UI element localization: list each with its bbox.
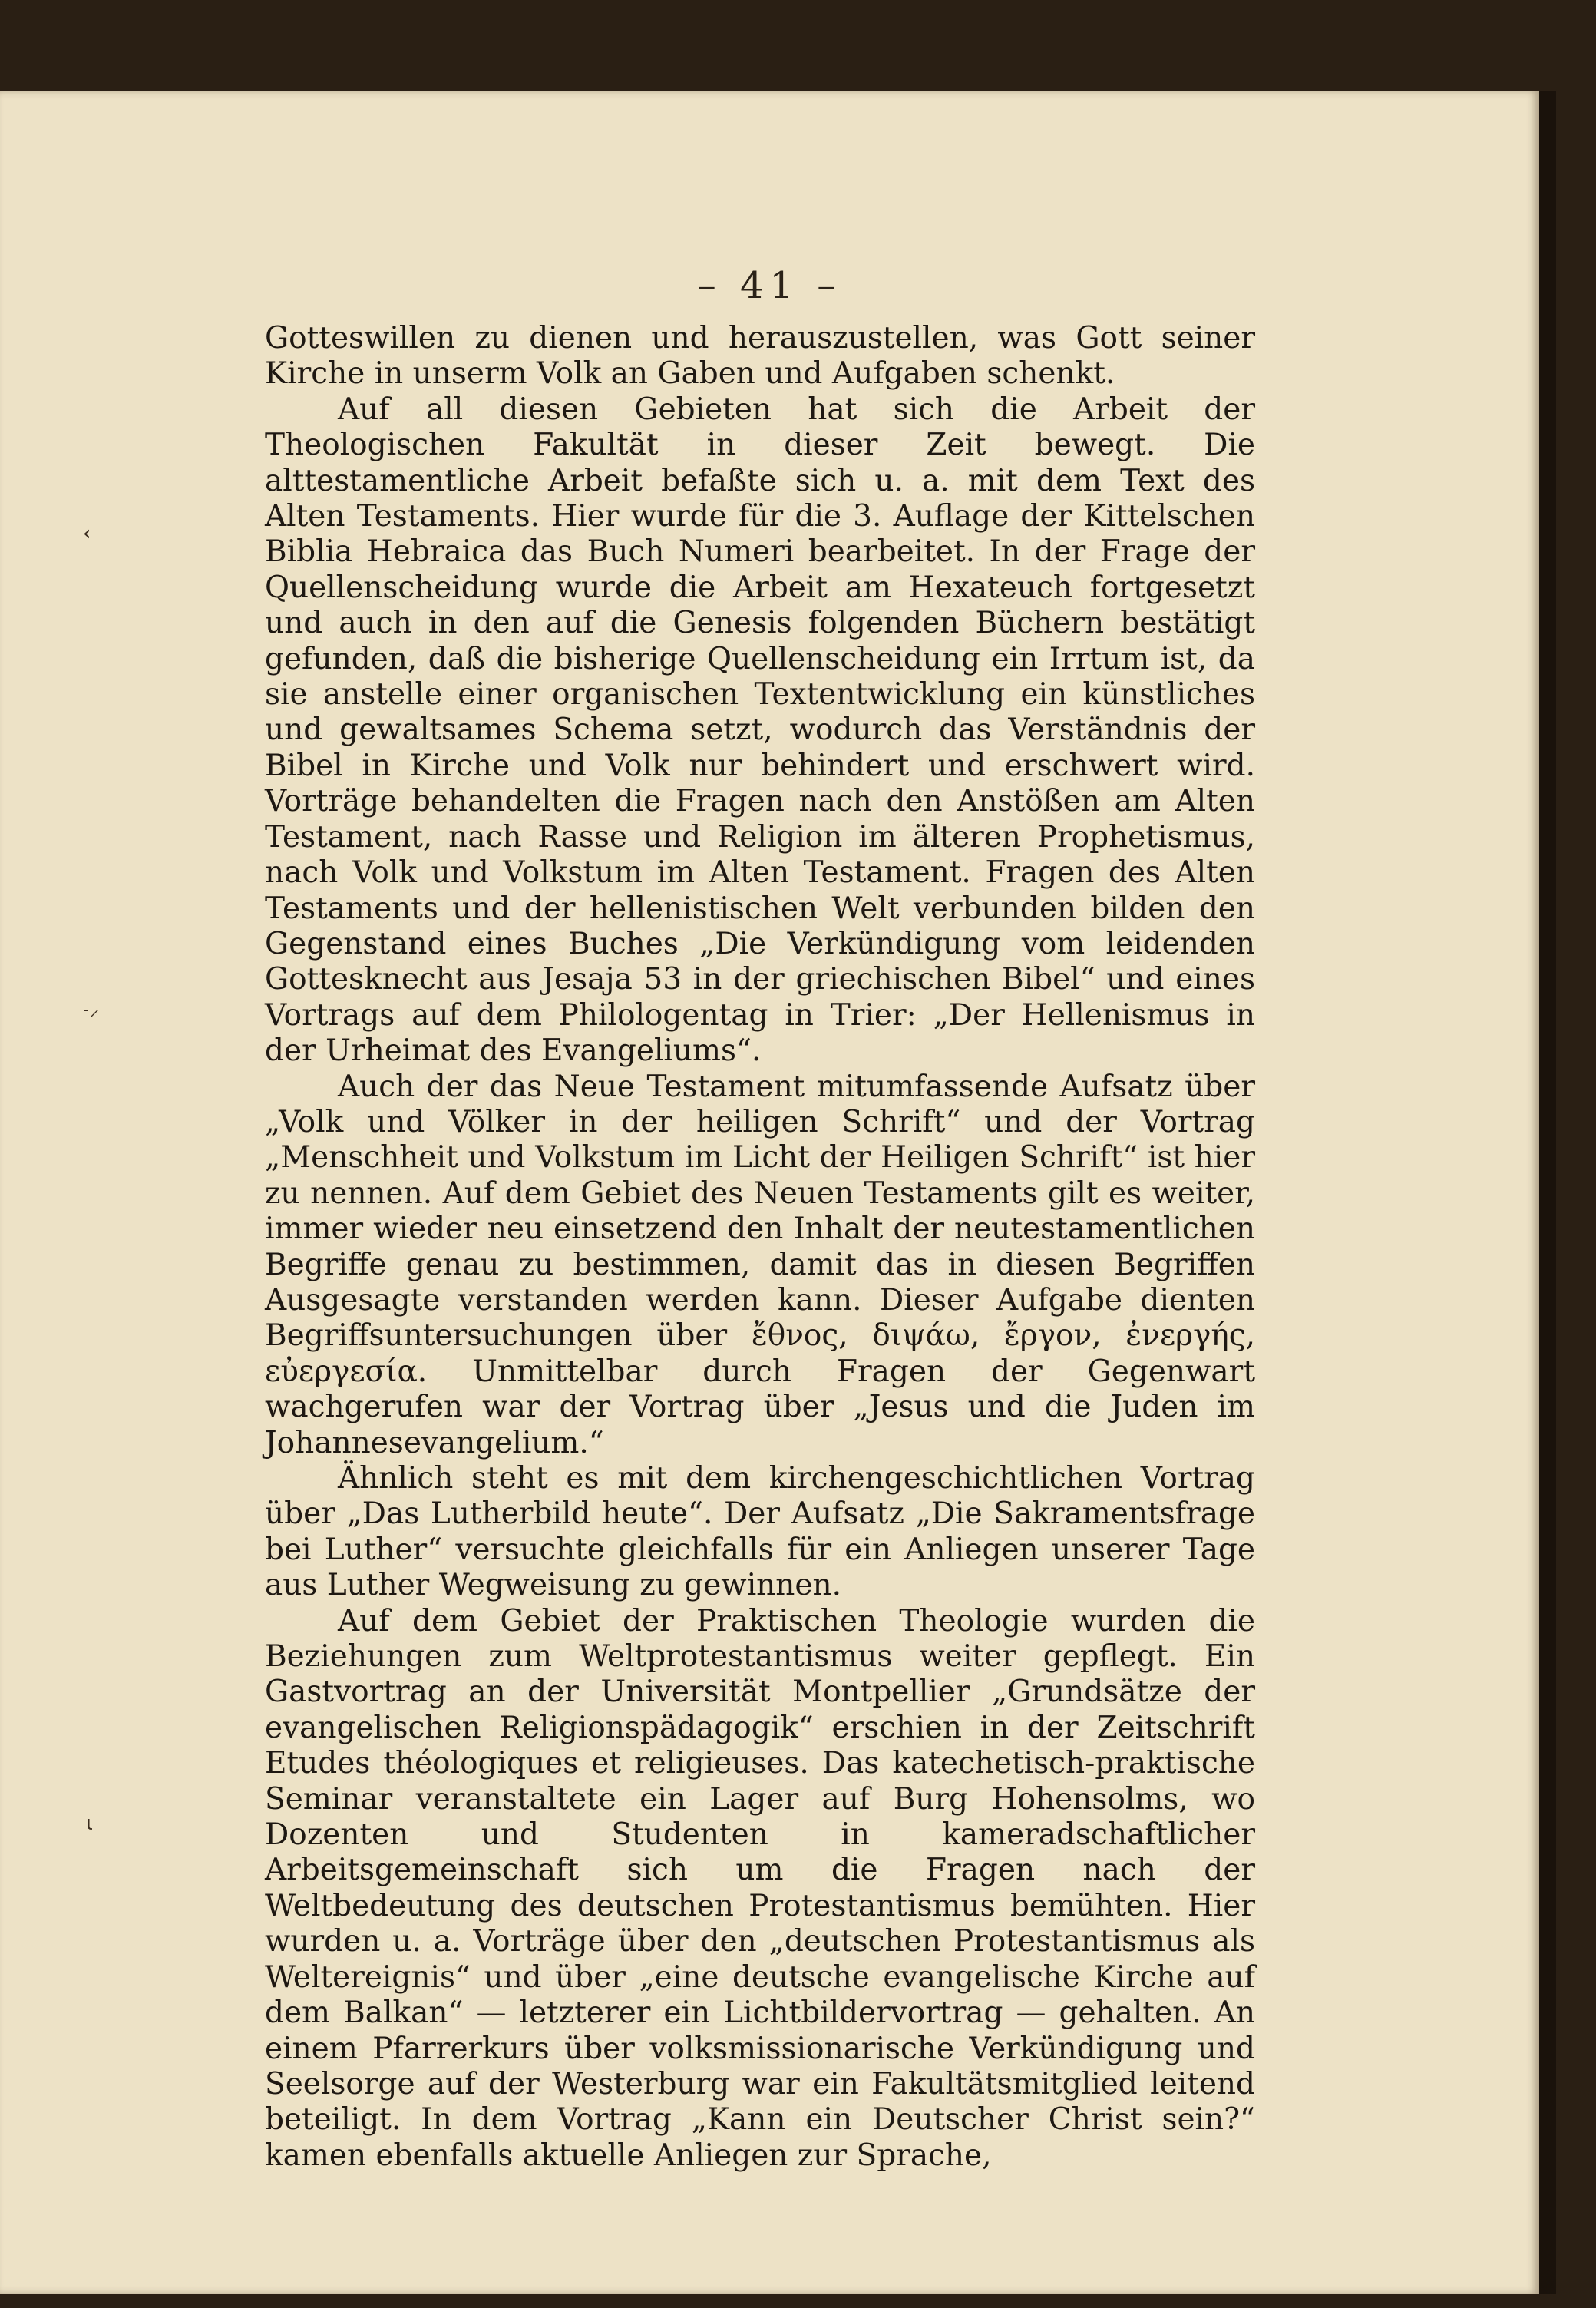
paragraph: Ähnlich steht es mit dem kirchengeschichtlichen Vortrag über „Das Lutherbild heute“. Der Aufsatz „Die Sakramentsfrage bei Luther“ versuchte gleichfalls für ein Anliegen unserer Tage aus Luther Wegweisung zu gewinnen. — [265, 1461, 1255, 1603]
paragraph: Auch der das Neue Testament mitumfassende Aufsatz über „Volk und Völker in der heiligen Schrift“ und der Vortrag „Menschheit und Volkstum im Licht der Heiligen Schrift“ ist hier zu nennen. Auf dem Gebiet des Neuen Testaments gilt es weiter, immer wieder neu einsetzend den Inhalt der neutestamentlichen Begriffe genau zu bestimmen, damit das in diesen Begriffen Ausgesagte verstanden werden kann. Dieser Aufgabe dienten Begriffsuntersuchungen über ἔθνος, διψάω, ἔργον, ἐνεργής, εὐεργεσία. Unmittelbar durch Fragen der Gegenwart wachgerufen war der Vortrag über „Jesus und die Juden im Johannesevangelium.“ — [265, 1069, 1255, 1460]
paragraph: Auf dem Gebiet der Praktischen Theologie wurden die Beziehungen zum Weltprotestantismus weiter gepflegt. Ein Gastvortrag an der Universität Montpellier „Grundsätze der evangelischen Religionspädagogik“ erschien in der Zeitschrift Etudes théologiques et religieuses. Das katechetisch-praktische Seminar veranstaltete ein Lager auf Burg Hohensolms, wo Dozenten und Studenten in kameradschaftlicher Arbeitsgemeinschaft sich um die Fragen nach der Weltbedeutung des deutschen Protestantismus bemühten. Hier wurden u. a. Vorträge über den „deutschen Protestantismus als Weltereignis“ und über „eine deutsche evangelische Kirche auf dem Balkan“ — letzterer ein Lichtbildervortrag — gehalten. An einem Pfarrerkurs über volksmissionarische Verkündigung und Seelsorge auf der Westerburg war ein Fakultätsmitglied leitend beteiligt. In dem Vortrag „Kann ein Deutscher Christ sein?“ kamen ebenfalls aktuelle Anliegen zur Sprache, — [265, 1603, 1255, 2173]
body-text — [265, 321, 1255, 2174]
margin-mark: ‹ — [83, 522, 91, 545]
page-number: – 41 – — [697, 264, 842, 307]
paragraph: Gotteswillen zu dienen und herauszustellen, was Gott seiner Kirche in unserm Volk an Gaben und Aufgaben schenkt. — [265, 321, 1255, 392]
margin-mark: ˗⸝ — [83, 998, 100, 1021]
paragraph: Auf all diesen Gebieten hat sich die Arbeit der Theologischen Fakultät in dieser Zeit bewegt. Die alttestamentliche Arbeit befaßte sich u. a. mit dem Text des Alten Testaments. Hier wurde für die 3. Auflage der Kittelschen Biblia Hebraica das Buch Numeri bearbeitet. In der Frage der Quellenscheidung wurde die Arbeit am Hexateuch fortgesetzt und auch in den auf die Genesis folgenden Büchern bestätigt gefunden, daß die bisherige Quellenscheidung ein Irrtum ist, da sie anstelle einer organischen Textentwicklung ein künstliches und gewaltsames Schema setzt, wodurch das Verständnis der Bibel in Kirche und Volk nur behindert und erschwert wird. Vorträge behandelten die Fragen nach den Anstößen am Alten Testament, nach Rasse und Religion im älteren Prophetismus, nach Volk und Volkstum im Alten Testament. Fragen des Alten Testaments und der hellenistischen Welt verbunden bilden den Gegenstand eines Buches „Die Verkündigung vom leidenden Gottesknecht aus Jesaja 53 in der griechischen Bibel“ und eines Vortrags auf dem Philologentag in Trier: „Der Hellenismus in der Urheimat des Evangeliums“. — [265, 392, 1255, 1069]
margin-mark: ι — [86, 1812, 93, 1835]
page-edge — [1539, 91, 1556, 2294]
